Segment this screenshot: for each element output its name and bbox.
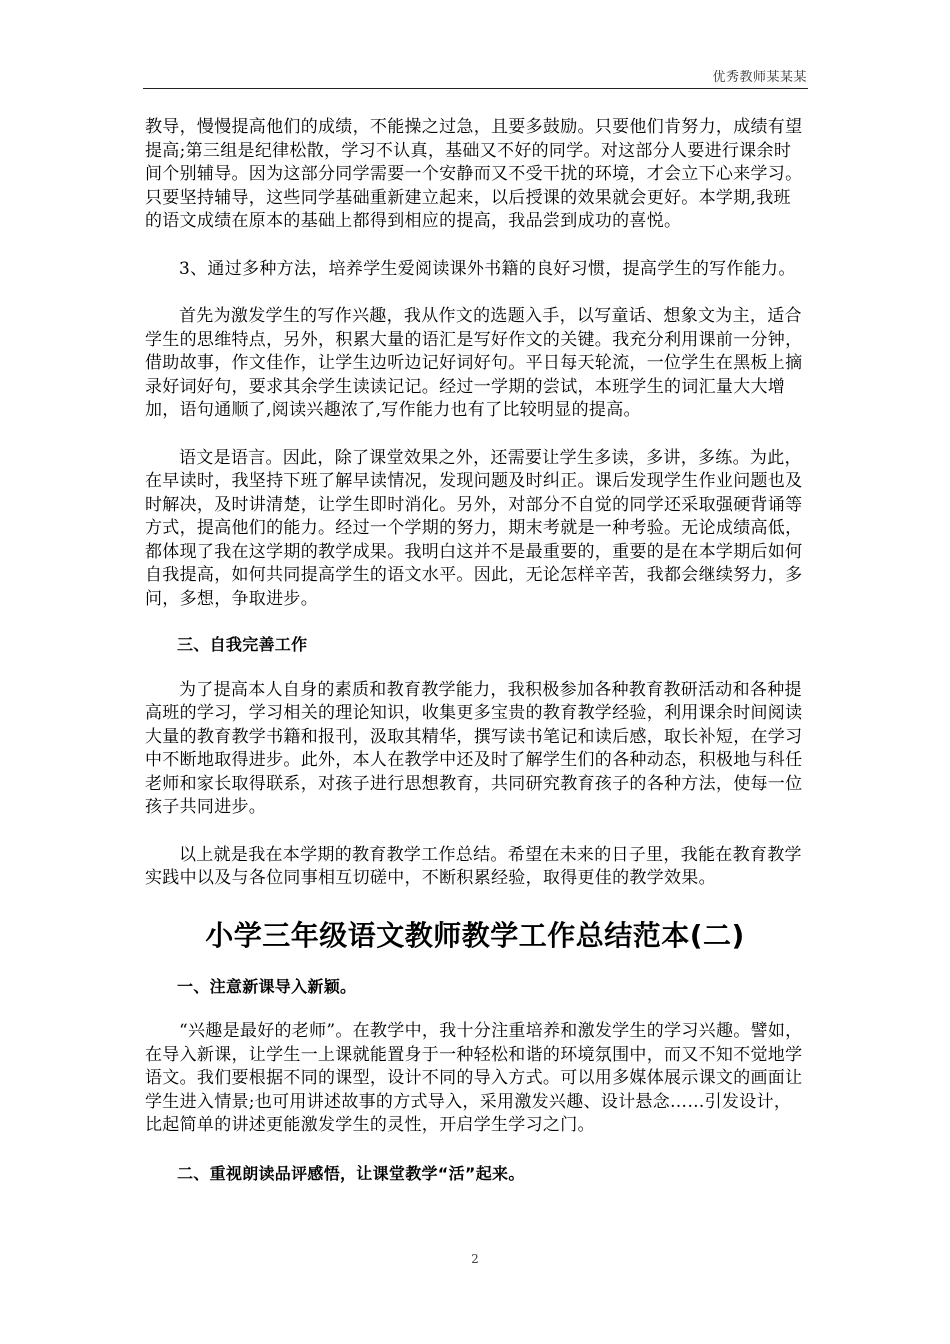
paragraph-interest: “兴趣是最好的老师”。在教学中，我十分注重培养和激发学生的学习兴趣。譬如，在导入新课，让学生一上课就能置身于一种轻松和谐的环境氛围中，而又不知不觉地学语文。我们要根据不同的课型，设计不同的导入方式。可以用多媒体展示课文的画面让学生进入情景;也可用讲述故事的方式导入，采用激发兴趣、设计悬念……引发设计，比起简单的讲述更能激发学生的灵性，开启学生学习之门。	[145, 1021, 803, 1135]
page-number: 2	[471, 1252, 479, 1266]
document-title-part-2: 小学三年级语文教师教学工作总结范本(二)	[205, 918, 745, 952]
header-divider	[143, 88, 808, 89]
section-heading-self-improvement: 三、自我完善工作	[177, 635, 308, 654]
paragraph-language-practice: 语文是语言。因此，除了课堂效果之外，还需要让学生多读，多讲，多练。为此，在早读时，我坚持下班了解早读情况，发现问题及时纠正。课后发现学生作业问题也及时解决，及时讲清楚，让学生即时消化。另外，对部分不自觉的同学还采取强硬背诵等方式，提高他们的能力。经过一个学期的努力，期末考就是一种考验。无论成绩高低，都体现了我在这学期的教学成果。我明白这并不是最重要的，重要的是在本学期后如何自我提高，如何共同提高学生的语文水平。因此，无论怎样辛苦，我都会继续努力，多问，多想，争取进步。	[145, 447, 803, 609]
paragraph-writing-interest: 首先为激发学生的写作兴趣，我从作文的选题入手，以写童话、想象文为主，适合学生的思维特点，另外，积累大量的语汇是写好作文的关键。我充分利用课前一分钟，借助故事，作文佳作，让学生边听边记好词好句。平日每天轮流，一位学生在黑板上摘录好词好句，要求其余学生读读记记。经过一学期的尝试，本班学生的词汇量大大增加，语句通顺了,阅读兴趣浓了,写作能力也有了比较明显的提高。	[145, 306, 803, 420]
paragraph-self-improvement: 为了提高本人自身的素质和教育教学能力，我积极参加各种教育教研活动和各种提高班的学习，学习相关的理论知识，收集更多宝贵的教育教学经验，利用课余时间阅读大量的教育教学书籍和报刊，汲取其精华，撰写读书笔记和读后感，取长补短，在学习中不断地取得进步。此外，本人在教学中还及时了解学生们的各种动态，积极地与科任老师和家长取得联系，对孩子进行思想教育，共同研究教育孩子的各种方法，使每一位孩子共同进步。	[145, 679, 803, 817]
paragraph-conclusion: 以上就是我在本学期的教育教学工作总结。希望在未来的日子里，我能在教育教学实践中以及与各位同事相互切磋中，不断积累经验，取得更佳的教学效果。	[145, 844, 802, 888]
paragraph-point-3: 3、通过多种方法，培养学生爱阅读课外书籍的良好习惯，提高学生的写作能力。	[179, 258, 796, 279]
section-heading-reading: 二、重视朗读品评感悟，让课堂教学“活”起来。	[177, 1163, 525, 1183]
document-body	[145, 116, 805, 1209]
section-heading-new-lesson: 一、注意新课导入新颖。	[177, 976, 357, 996]
running-header: 优秀教师某某某	[712, 70, 807, 85]
paragraph-continued: 教导，慢慢提高他们的成绩，不能操之过急，且要多鼓励。只要他们肯努力，成绩有望提高;第三组是纪律松散，学习不认真，基础又不好的同学。对这部分人要进行课余时间个别辅导。因为这部分同学需要一个安静而又不受干扰的环境，才会立下心来学习。只要坚持辅导，这些同学基础重新建立起来，以后授课的效果就会更好。本学期,我班的语文成绩在原本的基础上都得到相应的提高，我品尝到成功的喜悦。	[145, 117, 803, 231]
